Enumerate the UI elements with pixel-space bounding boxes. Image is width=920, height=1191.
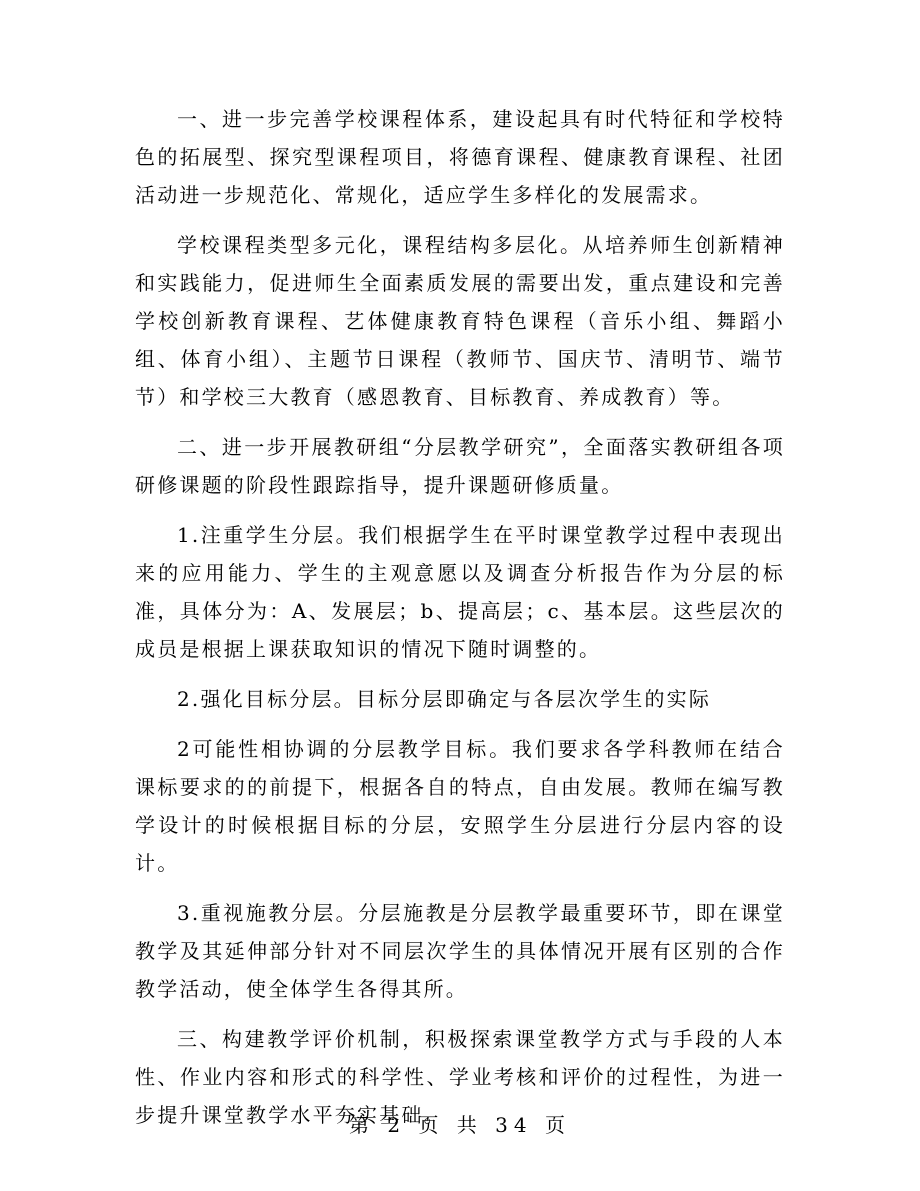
paragraph-3: 二、进一步开展教研组“分层教学研究”，全面落实教研组各项研修课题的阶段性跟踪指导，提升课题研修质量。: [135, 435, 785, 497]
page-number-footer: 第 2 页 共 34 页: [349, 1113, 571, 1137]
paragraph-8: 三、构建教学评价机制，积极探索课堂教学方式与手段的人本性、作业内容和形式的科学性、学业考核和评价的过程性，为进一步提升课堂教学水平夯实基础。: [135, 1027, 785, 1127]
paragraph-4: 1.注重学生分层。我们根据学生在平时课堂教学过程中表现出来的应用能力、学生的主观意愿以及调查分析报告作为分层的标准，具体分为：A、发展层；b、提高层；c、基本层。这些层次的成员是根据上课获取知识的情况下随时调整的。: [135, 523, 785, 661]
paragraph-7: 3.重视施教分层。分层施教是分层教学最重要环节，即在课堂教学及其延伸部分针对不同层次学生的具体情况开展有区别的合作教学活动，使全体学生各得其所。: [135, 901, 785, 1001]
paragraph-6: 2可能性相协调的分层教学目标。我们要求各学科教师在结合课标要求的的前提下，根据各自的特点，自由发展。教师在编写教学设计的时候根据目标的分层，安照学生分层进行分层内容的设计。: [135, 737, 785, 875]
paragraph-1: 一、进一步完善学校课程体系，建设起具有时代特征和学校特色的拓展型、探究型课程项目，将德育课程、健康教育课程、社团活动进一步规范化、常规化，适应学生多样化的发展需求。: [135, 107, 785, 207]
paragraph-5: 2.强化目标分层。目标分层即确定与各层次学生的实际: [177, 687, 712, 711]
document-body: [135, 100, 785, 1146]
paragraph-2: 学校课程类型多元化，课程结构多层化。从培养师生创新精神和实践能力，促进师生全面素质发展的需要出发，重点建设和完善学校创新教育课程、艺体健康教育特色课程（音乐小组、舞蹈小组、体育小组）、主题节日课程（教师节、国庆节、清明节、端节节）和学校三大教育（感恩教育、目标教育、养成教育）等。: [135, 233, 785, 409]
